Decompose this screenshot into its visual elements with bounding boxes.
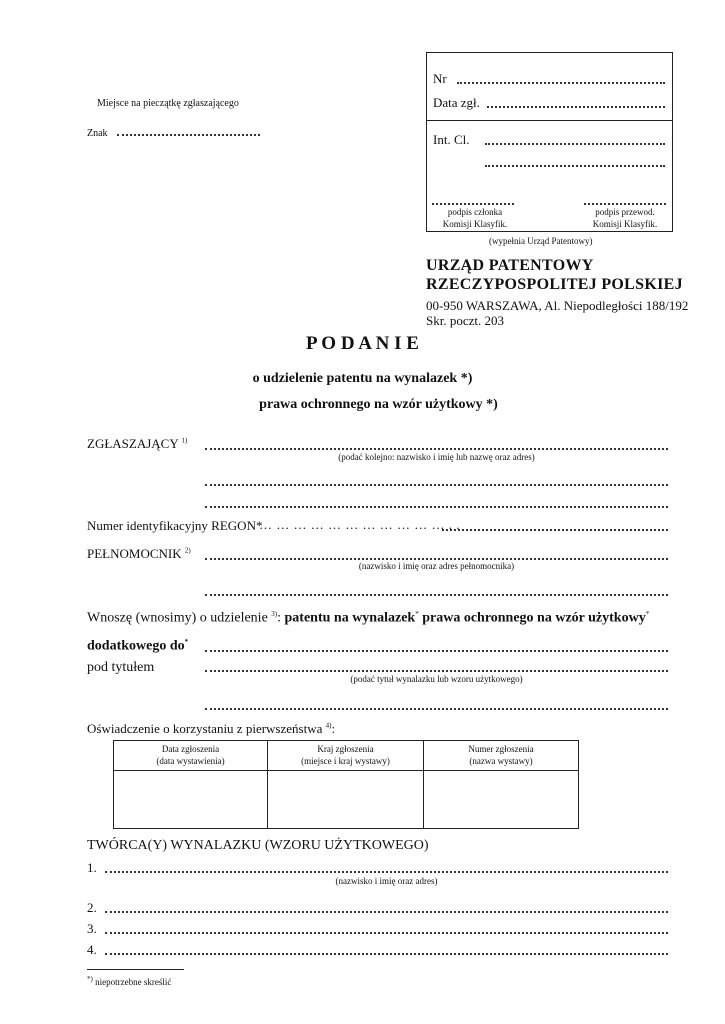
oswiadczenie-text: Oświadczenie o korzystaniu z pierwszeństwa	[87, 721, 323, 736]
sig-right-caption-2: Komisji Klasyfik.	[592, 219, 658, 229]
regon-field[interactable]	[442, 529, 668, 531]
priority-col-number	[424, 743, 578, 767]
priority-table	[113, 740, 579, 829]
page-title: P O D A N I E	[306, 333, 419, 354]
stamp-place-label: Miejsce na pieczątkę zgłaszającego	[97, 98, 239, 109]
sig-left-field[interactable]	[432, 203, 514, 205]
oswiadczenie-sup: 4)	[325, 721, 332, 730]
tworca-field-4[interactable]	[105, 953, 668, 955]
regon-label: Numer identyfikacyjny REGON*	[87, 518, 263, 533]
priority-col-number-2: (nazwa wystawy)	[469, 756, 533, 766]
priority-col-country-2: (miejsce i kraj wystawy)	[301, 756, 390, 766]
dodatkowego-field[interactable]	[205, 650, 668, 652]
int-cl-field-1[interactable]	[485, 143, 665, 145]
zglaszajacy-label	[87, 436, 187, 452]
priority-cell-date[interactable]	[114, 771, 267, 828]
option-patent-star: *	[415, 610, 419, 618]
pelnomocnik-sup: 2)	[184, 546, 191, 555]
tytul-field-2[interactable]	[205, 708, 668, 710]
priority-col-country	[268, 743, 423, 767]
dodatkowego-label[interactable]	[87, 638, 188, 655]
tworca-number-2: 2.	[87, 900, 97, 915]
sig-right-field[interactable]	[584, 203, 666, 205]
office-box-note: (wypełnia Urząd Patentowy)	[489, 236, 593, 246]
sig-left-caption-2: Komisji Klasyfik.	[442, 219, 508, 229]
zglaszajacy-hint: (podać kolejno: nazwisko i imię lub nazwę oraz adres)	[338, 452, 535, 462]
sig-right-caption-1: podpis przewod.	[595, 207, 655, 217]
tytul-field-1[interactable]	[205, 670, 668, 672]
priority-col-date	[114, 743, 267, 767]
nr-label: Nr	[433, 71, 447, 86]
wnosze-text: Wnoszę (wnosimy) o udzielenie	[87, 610, 268, 626]
footnote	[87, 975, 171, 987]
wnosze-sup: 3)	[271, 610, 278, 618]
zglaszajacy-field-1[interactable]	[205, 448, 668, 450]
office-pobox: Skr. poczt. 203	[426, 313, 504, 328]
priority-cell-number[interactable]	[424, 771, 578, 828]
priority-col-number-1: Numer zgłoszenia	[468, 744, 534, 754]
zglaszajacy-field-2[interactable]	[205, 484, 668, 486]
dodatkowego-star: *	[184, 638, 189, 646]
priority-col-country-1: Kraj zgłoszenia	[317, 744, 374, 754]
nr-field[interactable]	[457, 82, 665, 84]
option-utility-model[interactable]: prawa ochronnego na wzór użytkowy	[422, 610, 646, 626]
priority-col-date-1: Data zgłoszenia	[161, 744, 220, 754]
office-name-1: URZĄD PATENTOWY	[426, 257, 594, 274]
data-zgl-field[interactable]	[487, 106, 665, 108]
footnote-mark: *)	[87, 975, 93, 983]
data-zgl-label: Data zgł.	[433, 95, 480, 110]
priority-cell-country[interactable]	[268, 771, 423, 828]
znak-label: Znak	[87, 128, 108, 139]
sig-left-caption	[432, 206, 518, 230]
int-cl-label: Int. Cl.	[433, 132, 470, 147]
tworca-field-1[interactable]	[105, 871, 668, 873]
footnote-text: niepotrzebne skreślić	[95, 977, 172, 987]
tworca-hint: (nazwisko i imię oraz adres)	[335, 876, 438, 886]
tworca-field-2[interactable]	[105, 911, 668, 913]
pelnomocnik-hint: (nazwisko i imię oraz adres pełnomocnika)	[358, 561, 515, 571]
sig-left-caption-1: podpis członka	[447, 207, 503, 217]
footnote-rule	[87, 969, 184, 970]
zglaszajacy-field-3[interactable]	[205, 506, 668, 508]
znak-field[interactable]	[117, 134, 260, 136]
int-cl-field-2[interactable]	[485, 165, 665, 167]
office-address: 00-950 WARSZAWA, Al. Niepodległości 188/192	[426, 298, 689, 313]
office-name-2: RZECZYPOSPOLITEJ POLSKIEJ	[426, 276, 683, 293]
zglaszajacy-sup: 1)	[181, 436, 188, 445]
tworcy-title: TWÓRCA(Y) WYNALAZKU (WZORU UŻYTKOWEGO)	[87, 838, 429, 853]
priority-col-date-2: (data wystawienia)	[156, 756, 225, 766]
pelnomocnik-field-2[interactable]	[205, 594, 668, 596]
oswiadczenie-label: Oświadczenie o korzystaniu z pierwszeństwa $^{4)}$:	[87, 721, 336, 736]
office-box-divider	[427, 120, 672, 121]
tworca-number-4: 4.	[87, 942, 97, 957]
regon-placeholder: … … … … … … … … … … … . .	[259, 517, 460, 532]
pelnomocnik-field-1[interactable]	[205, 558, 668, 560]
tworca-number-1: 1.	[87, 860, 97, 875]
subtitle-patent: o udzielenie patentu na wynalazek *)	[252, 371, 473, 386]
dodatkowego-text: dodatkowego do	[87, 638, 185, 654]
sig-right-caption	[580, 206, 670, 230]
pelnomocnik-text: PEŁNOMOCNIK	[87, 546, 182, 561]
subtitle-utility-model: prawa ochronnego na wzór użytkowy *)	[259, 397, 498, 412]
option-patent[interactable]: patentu na wynalazek	[284, 610, 416, 626]
pod-tytulem-label: pod tytułem	[87, 660, 155, 675]
zglaszajacy-text: ZGŁASZAJĄCY	[87, 436, 179, 451]
option-utility-star: *	[645, 610, 650, 618]
wnosze-line: Wnoszę (wnosimy) o udzielenie $^{3)}$: patentu na wynalazek* prawa ochronnego na wzór użytkowy*	[87, 610, 650, 626]
pelnomocnik-label	[87, 546, 191, 562]
tworca-field-3[interactable]	[105, 932, 668, 934]
tytul-hint: (podać tytuł wynalazku lub wzoru użytkowego)	[350, 674, 523, 684]
tworca-number-3: 3.	[87, 921, 97, 936]
